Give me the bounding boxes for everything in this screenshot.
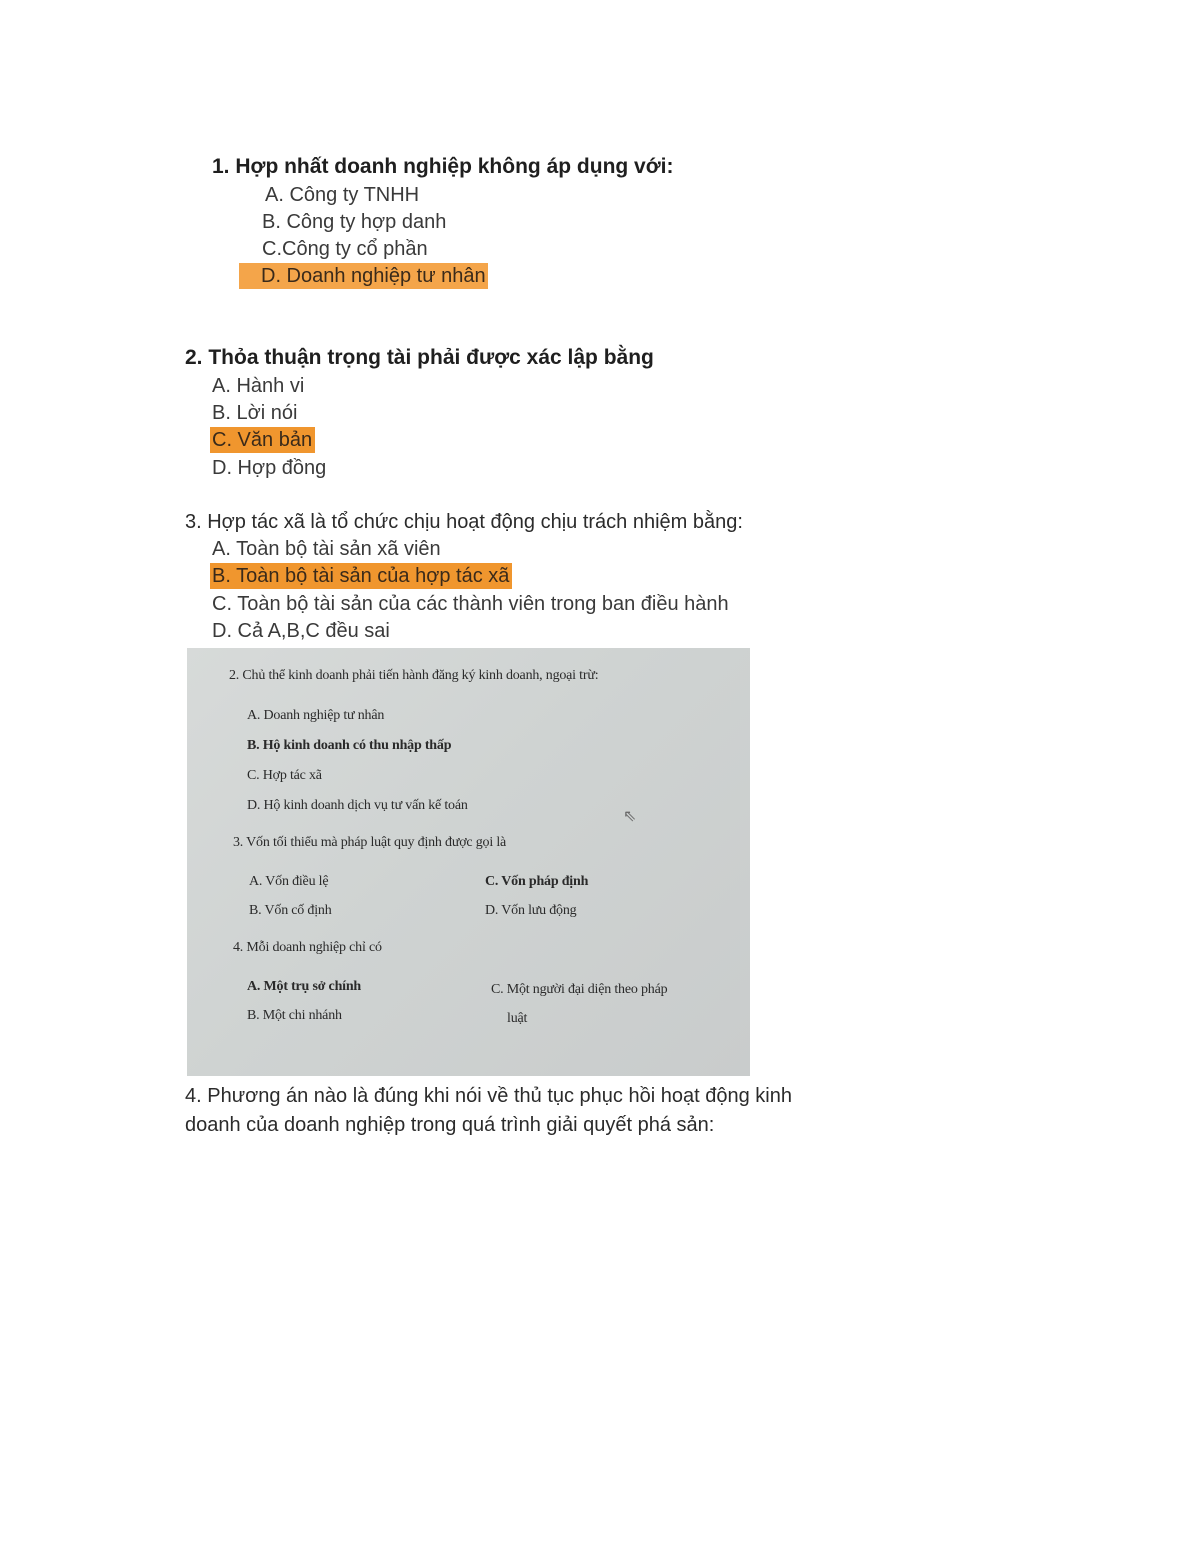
photo-q2-option-b: B. Hộ kinh doanh có thu nhập thấp [247, 738, 452, 753]
photo-q3-option-c: C. Vốn pháp định [485, 874, 589, 889]
photo-q2-option-d: D. Hộ kinh doanh dịch vụ tư vấn kế toán [247, 798, 468, 813]
photo-q4-option-b: B. Một chi nhánh [247, 1008, 342, 1023]
q2-option-d: D. Hợp đồng [212, 457, 327, 479]
q2-option-b: B. Lời nói [212, 402, 298, 424]
q2-option-a: A. Hành vi [212, 375, 305, 397]
q2-option-c-highlighted: C. Văn bản [210, 427, 315, 453]
q1-option-d-highlighted: D. Doanh nghiệp tư nhân [239, 263, 488, 289]
photo-q4-option-c: C. Một người đại diện theo pháp [491, 982, 668, 997]
photo-q3-option-a: A. Vốn điều lệ [249, 874, 329, 889]
q1-option-b: B. Công ty hợp danh [262, 211, 447, 233]
photo-question-2: 2. Chủ thể kinh doanh phải tiến hành đăng ký kinh doanh, ngoại trừ: [229, 668, 599, 683]
photo-q4-option-a: A. Một trụ sở chính [247, 979, 362, 994]
photo-question-4: 4. Mỗi doanh nghiệp chỉ có [233, 940, 382, 955]
embedded-photo [187, 648, 750, 1076]
photo-question-3: 3. Vốn tối thiểu mà pháp luật quy định được gọi là [233, 835, 507, 850]
q1-option-a: A. Công ty TNHH [265, 184, 420, 206]
q3-option-d: D. Cả A,B,C đều sai [212, 620, 390, 642]
question-4-line-1: 4. Phương án nào là đúng khi nói về thủ tục phục hồi hoạt động kinh [185, 1085, 792, 1107]
question-3-title: 3. Hợp tác xã là tổ chức chịu hoạt động chịu trách nhiệm bằng: [185, 511, 743, 533]
question-4-line-2: doanh của doanh nghiệp trong quá trình giải quyết phá sản: [185, 1114, 715, 1136]
q3-option-c: C. Toàn bộ tài sản của các thành viên trong ban điều hành [212, 593, 729, 615]
question-1-title: 1. Hợp nhất doanh nghiệp không áp dụng với: [212, 155, 674, 178]
photo-q4-option-c-continued: luật [507, 1011, 528, 1026]
photo-q3-option-d: D. Vốn lưu động [485, 903, 577, 918]
q3-option-a: A. Toàn bộ tài sản xã viên [212, 538, 441, 560]
photo-q3-option-b: B. Vốn cố định [249, 903, 332, 918]
photo-q2-option-c: C. Hợp tác xã [247, 768, 322, 783]
q1-option-c: C.Công ty cổ phần [262, 238, 428, 260]
photo-q2-option-a: A. Doanh nghiệp tư nhân [247, 708, 385, 723]
q3-option-b-highlighted: B. Toàn bộ tài sản của hợp tác xã [210, 563, 512, 589]
question-2-title: 2. Thỏa thuận trọng tài phải được xác lập bằng [185, 346, 654, 369]
mouse-cursor-icon: ⇖ [623, 808, 637, 825]
